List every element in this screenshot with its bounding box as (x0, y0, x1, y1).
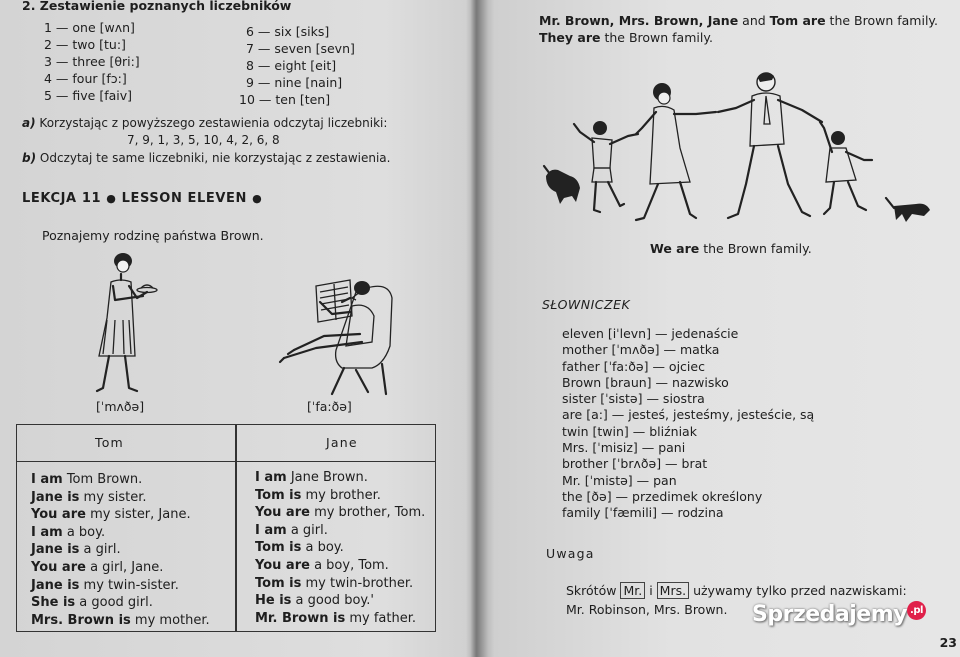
father-illustration (276, 272, 406, 396)
glossary-list (562, 326, 814, 522)
glossary-entry: Mrs. [ˈmisiz] — pani (562, 440, 686, 456)
watermark-logo (752, 601, 926, 627)
dialog-table-header (17, 425, 435, 462)
numbers-right-list (239, 23, 355, 108)
glossary-entry: brother [ˈbrʌðə] — brat (562, 456, 708, 472)
glossary-entry: sister [ˈsistə] — siostra (562, 391, 705, 407)
dialog-line: Tom is a boy. (255, 540, 344, 556)
dialog-column-tom (31, 471, 210, 629)
dialog-line: You are a boy, Tom. (255, 557, 389, 573)
family-caption: We are the Brown family. (650, 241, 812, 256)
number-item: 3 — three [θri:] (44, 54, 140, 69)
dialog-column-jane (255, 469, 425, 627)
lesson-title-en: LESSON ELEVEN (121, 191, 248, 206)
exercise-b (22, 150, 390, 167)
note-line-2: Mr. Robinson, Mrs. Brown. (566, 602, 728, 617)
lesson-title-pl: LEKCJA 11 (22, 191, 102, 206)
dialog-line: You are my brother, Tom. (255, 505, 426, 521)
dialog-line: She is a good girl. (31, 595, 153, 611)
glossary-entry: the [ðə] — przedimek określony (562, 488, 763, 504)
caption-father: [ˈfa:ðə] (307, 399, 352, 414)
number-item: 2 — two [tu:] (44, 37, 126, 52)
glossary-entry: eleven [iˈlevn] — jedenaście (562, 326, 739, 341)
bullet-icon: ● (106, 192, 117, 205)
note-title: Uwaga (546, 546, 595, 561)
note-line-1: Skrótów Mr. i Mrs. używamy tylko przed nazwiskami: (566, 583, 907, 598)
number-item: 9 — nine [nain] (246, 75, 343, 90)
dialog-line: I am Tom Brown. (31, 472, 143, 487)
book-gutter (466, 0, 488, 657)
glossary-entry: Brown [braun] — nazwisko (562, 374, 729, 390)
number-item: 1 — one [wʌn] (44, 20, 135, 35)
glossary-entry: family [ˈfæmili] — rodzina (562, 505, 724, 521)
dialog-line: Tom is my brother. (255, 487, 381, 503)
mother-illustration (85, 248, 165, 396)
glossary-entry: twin [twin] — bliźniak (562, 423, 697, 439)
lesson-intro: Poznajemy rodzinę państwa Brown. (42, 228, 264, 243)
number-item: 7 — seven [sevn] (246, 41, 355, 56)
glossary-entry: father [ˈfa:ðə] — ojciec (562, 358, 705, 374)
note-box-mr: Mr. (620, 582, 645, 599)
number-item: 8 — eight [eit] (246, 58, 337, 73)
dialog-header-tom: Tom (95, 435, 124, 450)
dialog-line: I am Jane Brown. (255, 470, 368, 485)
family-illustration (540, 64, 935, 230)
dialog-line: You are a girl, Jane. (31, 559, 164, 575)
number-item: 6 — six [siks] (246, 24, 330, 39)
dialog-line: Jane is a girl. (31, 542, 121, 558)
dialog-line: I am a girl. (255, 522, 328, 538)
exercise-a (22, 115, 387, 132)
dialog-line: Tom is my twin-brother. (255, 575, 414, 591)
exercise-b-label: b) (22, 151, 37, 165)
intro-line-1: Mr. Brown, Mrs. Brown, Jane and Tom are the Brown family. (539, 13, 939, 28)
watermark-suffix: .pl (907, 601, 926, 620)
dialog-line: Jane is my twin-sister. (31, 577, 179, 593)
lesson-title (22, 191, 262, 206)
intro-line-2: They are the Brown family. (539, 30, 713, 45)
dialog-table-divider (235, 425, 237, 631)
section-title: 2. Zestawienie poznanych liczebników (22, 0, 292, 13)
page-number: 23 (939, 635, 957, 650)
dialog-line: I am a boy. (31, 524, 106, 540)
dialog-header-jane: Jane (326, 435, 358, 450)
number-item: 4 — four [fɔ:] (44, 71, 127, 86)
dialog-line: He is a good boy.' (255, 593, 374, 609)
glossary-entry: are [a:] — jesteś, jesteśmy, jesteście, są (562, 407, 815, 423)
glossary-entry: Mr. [ˈmistə] — pan (562, 472, 677, 488)
dialog-line: Mr. Brown is my father. (255, 610, 416, 626)
number-item: 5 — five [faiv] (44, 88, 133, 103)
glossary-entry: mother [ˈmʌðə] — matka (562, 342, 720, 358)
numbers-left-list (44, 19, 140, 104)
exercise-a-numbers: 7, 9, 1, 3, 5, 10, 4, 2, 6, 8 (127, 133, 280, 147)
exercise-b-text: Odczytaj te same liczebniki, nie korzystając z zestawienia. (39, 151, 391, 165)
number-item: 10 — ten [ten] (239, 92, 331, 107)
caption-mother: [ˈmʌðə] (96, 399, 145, 414)
dialog-table (16, 424, 436, 632)
exercise-a-text: Korzystając z powyższego zestawienia odczytaj liczebniki: (39, 116, 388, 130)
exercise-a-label: a) (22, 116, 36, 130)
bullet-icon: ● (252, 192, 263, 205)
dialog-line: Mrs. Brown is my mother. (31, 612, 210, 628)
note-box-mrs: Mrs. (657, 582, 689, 599)
dialog-line: Jane is my sister. (31, 489, 147, 505)
dialog-line: You are my sister, Jane. (31, 507, 191, 523)
glossary-title: SŁOWNICZEK (542, 297, 631, 312)
watermark-text: Sprzedajemy (752, 602, 907, 627)
